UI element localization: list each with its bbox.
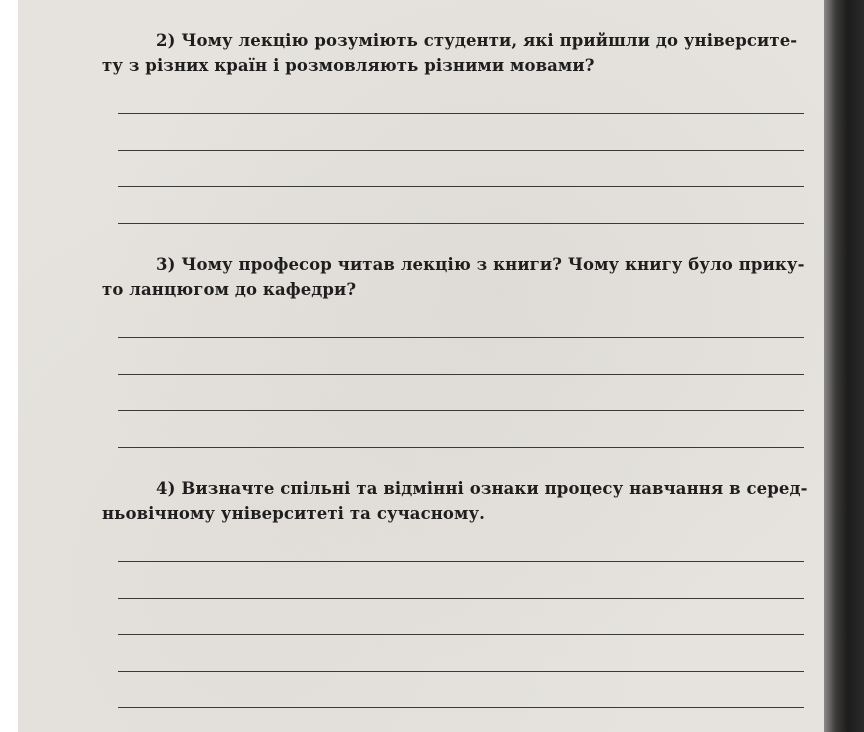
answer-line: [118, 598, 804, 599]
question-4: [102, 476, 808, 526]
workbook-page: [18, 0, 824, 732]
answer-line: [118, 374, 804, 375]
question-3: [102, 252, 805, 302]
answer-line: [118, 150, 804, 151]
question-3-line-1: 3) Чому професор читав лекцію з книги? Чому книгу було прику-: [156, 255, 805, 274]
question-2: [102, 28, 802, 78]
answer-line: [118, 223, 804, 224]
question-4-line-2: ньовічному університеті та сучасному.: [102, 504, 485, 523]
answer-line: [118, 634, 804, 635]
answer-line: [118, 561, 804, 562]
answer-line: [118, 671, 804, 672]
answer-line: [118, 410, 804, 411]
book-spine-shadow: [824, 0, 864, 732]
answer-line: [118, 447, 804, 448]
question-4-line-1: 4) Визначте спільні та відмінні ознаки процесу навчання в серед-: [156, 479, 808, 498]
answer-line: [118, 113, 804, 114]
answer-line: [118, 337, 804, 338]
question-3-line-2: то ланцюгом до кафедри?: [102, 280, 357, 299]
question-2-line-2: ту з різних країн і розмовляють різними мовами?: [102, 56, 595, 75]
answer-line: [118, 186, 804, 187]
question-2-line-1: 2) Чому лекцію розуміють студенти, які прийшли до університе-: [156, 31, 798, 50]
answer-line: [118, 707, 804, 708]
